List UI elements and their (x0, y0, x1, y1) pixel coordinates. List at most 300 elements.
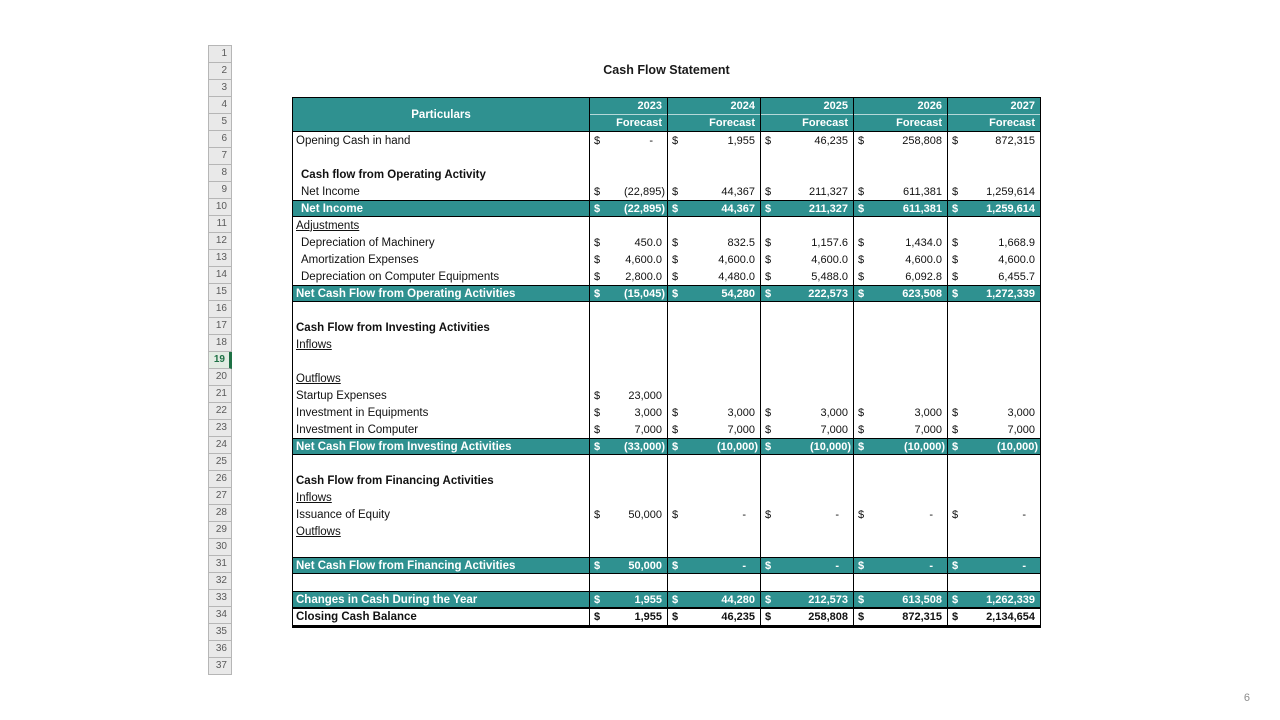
row-label[interactable]: Investment in Equipments (296, 406, 429, 419)
value-cell[interactable] (760, 558, 853, 573)
row-label[interactable]: Adjustments (296, 219, 360, 232)
value-cell[interactable] (667, 183, 760, 200)
value-cell[interactable] (760, 592, 853, 607)
row-header-2[interactable]: 2 (208, 63, 232, 80)
value-cell[interactable] (667, 234, 760, 251)
value-cell[interactable] (760, 251, 853, 268)
year-header-cell[interactable]: 2026 (854, 98, 947, 115)
value-cell[interactable] (853, 132, 947, 149)
value-cell[interactable] (947, 455, 1040, 472)
value-cell[interactable] (667, 149, 760, 166)
value-cell[interactable] (760, 455, 853, 472)
currency-symbol: $ (594, 287, 601, 300)
cell-amount: 2,800.0 (625, 270, 662, 283)
value-cell[interactable] (853, 353, 947, 370)
value-cell[interactable] (589, 421, 667, 438)
forecast-header-cell[interactable]: Forecast (896, 117, 942, 129)
table-row-11 (293, 217, 1040, 234)
value-cell[interactable] (853, 592, 947, 607)
value-cell[interactable] (760, 217, 853, 234)
row-header-35[interactable]: 35 (208, 624, 232, 641)
value-cell[interactable] (760, 234, 853, 251)
currency-symbol: $ (952, 593, 959, 606)
row-label[interactable]: Net Cash Flow from Financing Activities (296, 559, 516, 572)
row-header-34[interactable]: 34 (208, 607, 232, 624)
value-cell[interactable] (667, 574, 760, 591)
value-cell[interactable] (667, 268, 760, 285)
row-header-29[interactable]: 29 (208, 522, 232, 539)
row-header-1[interactable]: 1 (208, 46, 232, 63)
value-cell[interactable] (853, 234, 947, 251)
cell-amount: 1,262,339 (986, 593, 1035, 606)
table-row-7 (293, 149, 1040, 166)
value-cell[interactable] (947, 251, 1040, 268)
value-cell[interactable] (667, 353, 760, 370)
value-cell[interactable] (667, 217, 760, 234)
row-header-32[interactable]: 32 (208, 573, 232, 590)
cell-amount: 44,367 (721, 185, 755, 198)
value-cell[interactable] (947, 592, 1040, 607)
value-cell[interactable] (947, 166, 1040, 183)
currency-symbol: $ (952, 423, 959, 436)
value-cell[interactable] (589, 149, 667, 166)
value-cell[interactable] (947, 609, 1040, 625)
value-cell[interactable] (667, 404, 760, 421)
value-cell[interactable] (667, 166, 760, 183)
cell-amount: 258,808 (808, 611, 848, 623)
value-cell[interactable] (589, 251, 667, 268)
value-cell[interactable] (589, 472, 667, 489)
row-header-21[interactable]: 21 (208, 386, 232, 403)
page-number: 6 (1243, 692, 1250, 704)
value-cell[interactable] (760, 302, 853, 319)
value-cell[interactable] (947, 201, 1040, 216)
forecast-header-cell[interactable]: Forecast (709, 117, 755, 129)
value-cell[interactable] (589, 166, 667, 183)
cell-amount: 7,000 (914, 423, 942, 436)
value-cell[interactable] (667, 558, 760, 573)
row-header-36[interactable]: 36 (208, 641, 232, 658)
year-header-cell[interactable]: 2027 (948, 98, 1040, 115)
currency-symbol: $ (858, 423, 865, 436)
currency-symbol: $ (858, 559, 865, 572)
row-header-12[interactable]: 12 (208, 233, 232, 250)
value-cell[interactable] (589, 234, 667, 251)
row-label[interactable] (293, 353, 589, 370)
value-cell[interactable] (947, 387, 1040, 404)
value-cell[interactable] (760, 439, 853, 454)
currency-symbol: $ (765, 134, 772, 147)
value-cell[interactable] (947, 319, 1040, 336)
table-row-8 (293, 166, 1040, 183)
currency-symbol: $ (765, 253, 772, 266)
row-header-24[interactable]: 24 (208, 437, 232, 454)
row-header-8[interactable]: 8 (208, 165, 232, 182)
value-cell[interactable] (853, 149, 947, 166)
value-cell[interactable] (589, 489, 667, 506)
value-cell[interactable] (853, 251, 947, 268)
value-cell[interactable] (667, 302, 760, 319)
value-cell[interactable] (947, 489, 1040, 506)
row-header-17[interactable]: 17 (208, 318, 232, 335)
value-cell[interactable] (667, 251, 760, 268)
value-cell[interactable] (853, 183, 947, 200)
value-cell[interactable] (589, 592, 667, 607)
row-label[interactable]: Inflows (296, 338, 332, 351)
value-cell[interactable] (853, 370, 947, 387)
currency-symbol: $ (858, 270, 865, 283)
row-header-27[interactable]: 27 (208, 488, 232, 505)
value-cell[interactable] (853, 609, 947, 625)
value-cell[interactable] (760, 201, 853, 216)
row-header-14[interactable]: 14 (208, 267, 232, 284)
row-label[interactable]: Opening Cash in hand (296, 134, 411, 147)
value-cell[interactable] (947, 472, 1040, 489)
value-cell[interactable] (853, 439, 947, 454)
currency-symbol: $ (594, 611, 601, 623)
value-cell[interactable] (947, 286, 1040, 301)
value-cell[interactable] (947, 540, 1040, 557)
value-cell[interactable] (667, 132, 760, 149)
value-cell[interactable] (760, 149, 853, 166)
value-cell[interactable] (667, 472, 760, 489)
value-cell[interactable] (760, 472, 853, 489)
row-label[interactable] (293, 574, 589, 591)
row-header-11[interactable]: 11 (208, 216, 232, 233)
value-cell[interactable] (853, 421, 947, 438)
value-cell[interactable] (760, 540, 853, 557)
currency-symbol: $ (952, 270, 959, 283)
currency-symbol: $ (672, 202, 679, 215)
value-cell[interactable] (947, 523, 1040, 540)
currency-symbol: $ (594, 423, 601, 436)
row-header-4[interactable]: 4 (208, 97, 232, 114)
row-label[interactable]: Startup Expenses (296, 389, 387, 402)
currency-symbol: $ (952, 440, 959, 453)
row-header-26[interactable]: 26 (208, 471, 232, 488)
value-cell[interactable] (760, 353, 853, 370)
value-cell[interactable] (667, 506, 760, 523)
value-cell[interactable] (760, 523, 853, 540)
cell-amount: 3,000 (820, 406, 848, 419)
row-header-23[interactable]: 23 (208, 420, 232, 437)
currency-symbol: $ (765, 406, 772, 419)
row-header-22[interactable]: 22 (208, 403, 232, 420)
cell-amount: 623,508 (902, 287, 942, 300)
row-header-25[interactable]: 25 (208, 454, 232, 471)
row-label[interactable] (293, 455, 589, 472)
value-cell[interactable] (589, 132, 667, 149)
year-column-group-2026 (853, 98, 947, 131)
currency-symbol: $ (858, 134, 865, 147)
value-cell[interactable] (947, 234, 1040, 251)
row-header-9[interactable]: 9 (208, 182, 232, 199)
value-cell[interactable] (589, 217, 667, 234)
cell-amount: 46,235 (721, 611, 755, 623)
value-cell[interactable] (760, 166, 853, 183)
value-cell[interactable] (589, 523, 667, 540)
currency-symbol: $ (672, 134, 679, 147)
cell-amount: (10,000) (717, 440, 758, 453)
value-cell[interactable] (589, 506, 667, 523)
row-header-3[interactable]: 3 (208, 80, 232, 97)
value-cell[interactable] (853, 540, 947, 557)
currency-symbol: $ (765, 559, 772, 572)
value-cell[interactable] (853, 523, 947, 540)
row-label[interactable] (293, 302, 589, 319)
cell-amount: 450.0 (634, 236, 662, 249)
table-row-21 (293, 387, 1040, 404)
currency-symbol: $ (858, 202, 865, 215)
value-cell[interactable] (760, 609, 853, 625)
table-row-13 (293, 251, 1040, 268)
value-cell[interactable] (760, 387, 853, 404)
row-label[interactable]: Amortization Expenses (301, 253, 419, 266)
row-header-31[interactable]: 31 (208, 556, 232, 573)
value-cell[interactable] (947, 217, 1040, 234)
value-cell[interactable] (589, 404, 667, 421)
value-cell[interactable] (947, 506, 1040, 523)
value-cell[interactable] (589, 319, 667, 336)
table-row-30 (293, 540, 1040, 557)
value-cell[interactable] (853, 472, 947, 489)
row-label[interactable]: Outflows (296, 525, 341, 538)
row-header-10[interactable]: 10 (208, 199, 232, 216)
value-cell[interactable] (947, 404, 1040, 421)
table-row-18 (293, 336, 1040, 353)
cell-amount: 4,600.0 (718, 253, 755, 266)
table-row-15 (293, 285, 1040, 302)
value-cell[interactable] (760, 370, 853, 387)
cell-amount: 211,327 (809, 185, 848, 198)
row-header-20[interactable]: 20 (208, 369, 232, 386)
value-cell[interactable] (853, 574, 947, 591)
row-label[interactable] (293, 149, 589, 166)
value-cell[interactable] (589, 387, 667, 404)
value-cell[interactable] (853, 286, 947, 301)
currency-symbol: $ (765, 185, 772, 198)
cell-amount: 3,000 (727, 406, 755, 419)
row-label[interactable]: Cash flow from Operating Activity (301, 168, 486, 181)
value-cell[interactable] (667, 201, 760, 216)
forecast-header-cell[interactable]: Forecast (802, 117, 848, 129)
value-cell[interactable] (589, 183, 667, 200)
cell-amount: 832.5 (727, 236, 755, 249)
value-cell[interactable] (589, 439, 667, 454)
row-header-28[interactable]: 28 (208, 505, 232, 522)
value-cell[interactable] (589, 353, 667, 370)
year-header-cell[interactable]: 2025 (761, 98, 853, 115)
value-cell[interactable] (760, 506, 853, 523)
value-cell[interactable] (589, 574, 667, 591)
value-cell[interactable] (853, 387, 947, 404)
value-cell[interactable] (760, 421, 853, 438)
value-cell[interactable] (853, 506, 947, 523)
currency-symbol: $ (858, 406, 865, 419)
value-cell[interactable] (589, 558, 667, 573)
value-cell[interactable] (589, 201, 667, 216)
value-cell[interactable] (947, 336, 1040, 353)
particulars-header-cell[interactable]: Particulars (411, 108, 471, 121)
currency-symbol: $ (594, 202, 601, 215)
value-cell[interactable] (667, 489, 760, 506)
row-label[interactable]: Investment in Computer (296, 423, 419, 436)
value-cell[interactable] (589, 370, 667, 387)
value-cell[interactable] (853, 558, 947, 573)
value-cell[interactable] (760, 404, 853, 421)
table-row-9 (293, 183, 1040, 200)
currency-symbol: $ (594, 406, 601, 419)
value-cell[interactable] (589, 302, 667, 319)
currency-symbol: $ (765, 202, 772, 215)
table-row-28 (293, 506, 1040, 523)
value-cell[interactable] (760, 268, 853, 285)
value-cell[interactable] (667, 387, 760, 404)
row-label[interactable]: Closing Cash Balance (296, 611, 417, 623)
value-cell[interactable] (853, 201, 947, 216)
currency-symbol: $ (672, 185, 679, 198)
cell-amount: - (835, 559, 839, 572)
value-cell[interactable] (947, 558, 1040, 573)
value-cell[interactable] (760, 336, 853, 353)
currency-symbol: $ (858, 287, 865, 300)
value-cell[interactable] (667, 592, 760, 607)
value-cell[interactable] (760, 489, 853, 506)
cell-amount: 1,259,614 (986, 185, 1035, 198)
table-row-31 (293, 557, 1040, 574)
row-label[interactable]: Net Income (301, 202, 363, 215)
value-cell[interactable] (853, 268, 947, 285)
currency-symbol: $ (858, 185, 865, 198)
row-header-19[interactable]: 19 (208, 352, 232, 369)
table-row-14 (293, 268, 1040, 285)
table-row-32 (293, 574, 1040, 591)
cell-amount: 611,381 (903, 185, 942, 198)
value-cell[interactable] (947, 132, 1040, 149)
currency-symbol: $ (952, 508, 959, 521)
currency-symbol: $ (672, 611, 679, 623)
row-label[interactable]: Depreciation of Machinery (301, 236, 435, 249)
forecast-header-cell[interactable]: Forecast (616, 117, 662, 129)
currency-symbol: $ (594, 389, 601, 402)
value-cell[interactable] (667, 609, 760, 625)
value-cell[interactable] (589, 268, 667, 285)
row-header-16[interactable]: 16 (208, 301, 232, 318)
cell-amount: 258,808 (902, 134, 942, 147)
row-label[interactable]: Outflows (296, 372, 341, 385)
value-cell[interactable] (760, 319, 853, 336)
value-cell[interactable] (667, 421, 760, 438)
value-cell[interactable] (853, 489, 947, 506)
value-cell[interactable] (947, 268, 1040, 285)
row-header-30[interactable]: 30 (208, 539, 232, 556)
value-cell[interactable] (760, 574, 853, 591)
value-cell[interactable] (589, 540, 667, 557)
value-cell[interactable] (947, 149, 1040, 166)
cell-amount: 1,259,614 (986, 202, 1035, 215)
row-header-15[interactable]: 15 (208, 284, 232, 301)
value-cell[interactable] (853, 217, 947, 234)
row-label[interactable]: Net Cash Flow from Investing Activities (296, 440, 512, 453)
value-cell[interactable] (589, 336, 667, 353)
row-label[interactable]: Depreciation on Computer Equipments (301, 270, 500, 283)
currency-symbol: $ (672, 423, 679, 436)
row-header-13[interactable]: 13 (208, 250, 232, 267)
year-column-group-2027 (947, 98, 1040, 131)
value-cell[interactable] (853, 319, 947, 336)
row-header-18[interactable]: 18 (208, 335, 232, 352)
row-label[interactable]: Changes in Cash During the Year (296, 593, 478, 606)
value-cell[interactable] (667, 319, 760, 336)
row-header-37[interactable]: 37 (208, 658, 232, 675)
row-label[interactable]: Issuance of Equity (296, 508, 390, 521)
value-cell[interactable] (947, 370, 1040, 387)
value-cell[interactable] (853, 455, 947, 472)
year-header-cell[interactable]: 2024 (668, 98, 760, 115)
cell-amount: - (742, 559, 746, 572)
value-cell[interactable] (667, 540, 760, 557)
row-header-33[interactable]: 33 (208, 590, 232, 607)
value-cell[interactable] (667, 370, 760, 387)
value-cell[interactable] (760, 183, 853, 200)
value-cell[interactable] (853, 404, 947, 421)
row-label[interactable] (293, 540, 589, 557)
value-cell[interactable] (589, 455, 667, 472)
table-row-10 (293, 200, 1040, 217)
value-cell[interactable] (947, 183, 1040, 200)
value-cell[interactable] (853, 336, 947, 353)
currency-symbol: $ (594, 508, 601, 521)
cell-amount: 611,381 (902, 202, 942, 215)
currency-symbol: $ (594, 236, 601, 249)
value-cell[interactable] (947, 302, 1040, 319)
row-label[interactable]: Inflows (296, 491, 332, 504)
value-cell[interactable] (667, 286, 760, 301)
row-label[interactable]: Net Cash Flow from Operating Activities (296, 287, 516, 300)
value-cell[interactable] (667, 336, 760, 353)
table-row-19 (293, 353, 1040, 370)
row-header-7[interactable]: 7 (208, 148, 232, 165)
cell-amount: 4,600.0 (998, 253, 1035, 266)
value-cell[interactable] (947, 421, 1040, 438)
cell-amount: (10,000) (810, 440, 851, 453)
row-header-6[interactable]: 6 (208, 131, 232, 148)
currency-symbol: $ (952, 611, 959, 623)
currency-symbol: $ (765, 611, 772, 623)
value-cell[interactable] (667, 439, 760, 454)
value-cell[interactable] (947, 439, 1040, 454)
value-cell[interactable] (853, 302, 947, 319)
value-cell[interactable] (947, 353, 1040, 370)
row-label[interactable]: Cash Flow from Investing Activities (296, 321, 490, 334)
row-header-5[interactable]: 5 (208, 114, 232, 131)
row-label[interactable]: Net Income (301, 185, 360, 198)
row-label[interactable]: Cash Flow from Financing Activities (296, 474, 494, 487)
value-cell[interactable] (667, 523, 760, 540)
value-cell[interactable] (760, 286, 853, 301)
value-cell[interactable] (853, 166, 947, 183)
currency-symbol: $ (672, 406, 679, 419)
table-body (293, 132, 1040, 625)
value-cell[interactable] (667, 455, 760, 472)
value-cell[interactable] (589, 286, 667, 301)
cell-amount: (22,895) (624, 185, 665, 198)
year-header-cell[interactable]: 2023 (590, 98, 667, 115)
forecast-header-cell[interactable]: Forecast (989, 117, 1035, 129)
value-cell[interactable] (947, 574, 1040, 591)
value-cell[interactable] (589, 609, 667, 625)
value-cell[interactable] (760, 132, 853, 149)
